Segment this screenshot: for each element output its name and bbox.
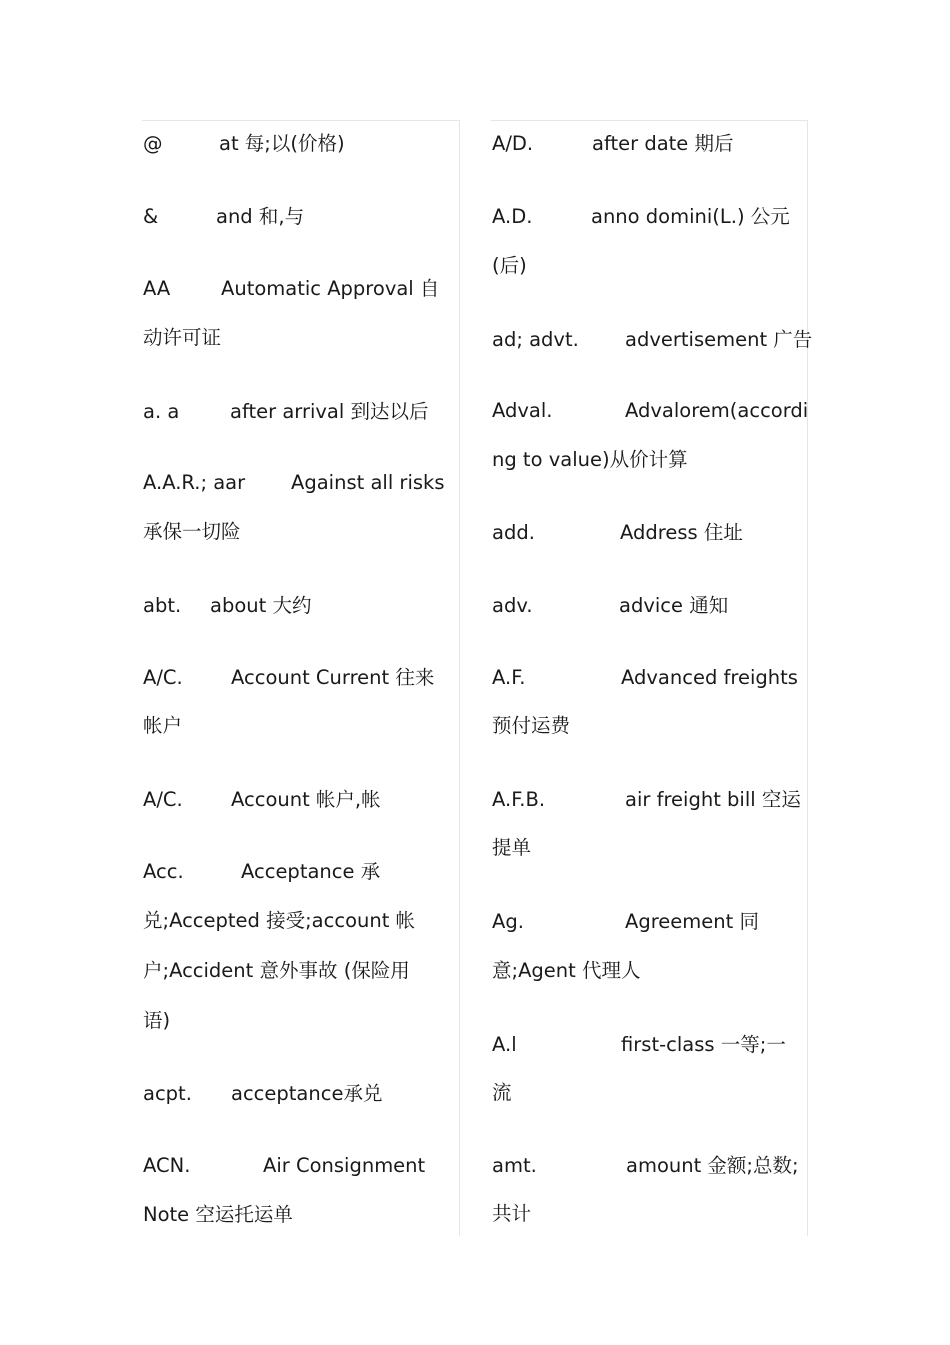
glossary-term: A.D.	[492, 205, 533, 228]
glossary-term: acpt.	[143, 1082, 192, 1105]
glossary-definition: 兑;Accepted 接受;account 帐	[143, 909, 416, 932]
glossary-definition: Account Current 往来	[231, 666, 435, 689]
glossary-definition: 意;Agent 代理人	[492, 959, 641, 982]
glossary-term: ACN.	[143, 1154, 191, 1177]
glossary-term: @	[143, 132, 163, 155]
glossary-definition: anno domini(L.) 公元	[591, 205, 790, 228]
glossary-term: A.F.	[492, 666, 526, 689]
glossary-term: A/D.	[492, 132, 534, 155]
glossary-term: Acc.	[143, 860, 184, 883]
glossary-definition: Address 住址	[620, 521, 743, 544]
glossary-term: A.A.R.; aar	[143, 471, 246, 494]
glossary-definition: 户;Accident 意外事故 (保险用	[143, 959, 410, 982]
glossary-definition: Air Consignment	[263, 1154, 426, 1177]
glossary-term: AA	[143, 277, 171, 300]
glossary-definition: air freight bill 空运	[625, 788, 801, 811]
glossary-term: ad; advt.	[492, 328, 579, 351]
glossary-definition: amount 金额;总数;	[626, 1154, 799, 1177]
glossary-term: A.l	[492, 1033, 517, 1056]
glossary-definition: 提单	[492, 836, 532, 859]
right-column	[491, 120, 813, 1236]
glossary-term: Adval.	[492, 399, 553, 422]
glossary-definition: Acceptance 承	[241, 860, 381, 883]
glossary-definition: (后)	[492, 254, 527, 277]
glossary-definition: Agreement 同	[625, 910, 759, 933]
glossary-definition: advice 通知	[619, 594, 729, 617]
glossary-definition: 流	[492, 1081, 512, 1104]
glossary-definition: Automatic Approval 自	[221, 277, 440, 300]
glossary-term: abt.	[143, 594, 182, 617]
glossary-term: a. a	[143, 400, 180, 423]
glossary-definition: Advanced freights	[621, 666, 798, 689]
glossary-definition: after date 期后	[592, 132, 734, 155]
glossary-definition: and 和,与	[216, 205, 305, 228]
glossary-definition: 预付运费	[492, 714, 571, 737]
glossary-term: amt.	[492, 1154, 537, 1177]
glossary-definition: at 每;以(价格)	[219, 132, 345, 155]
glossary-definition: acceptance承兑	[231, 1082, 383, 1105]
glossary-definition: Advalorem(accordi	[625, 399, 809, 422]
glossary-definition: advertisement 广告	[625, 328, 813, 351]
glossary-definition: Account 帐户,帐	[231, 788, 381, 811]
glossary-term: A.F.B.	[492, 788, 546, 811]
glossary-definition: first-class 一等;一	[621, 1033, 786, 1056]
glossary-term: &	[143, 205, 159, 228]
glossary-definition: 动许可证	[143, 326, 222, 349]
glossary-term: Ag.	[492, 910, 524, 933]
glossary-term: adv.	[492, 594, 533, 617]
glossary-term: A/C.	[143, 788, 183, 811]
left-column	[142, 120, 460, 1236]
glossary-definition: Note 空运托运单	[143, 1203, 293, 1226]
glossary-definition: after arrival 到达以后	[230, 400, 429, 423]
glossary-definition: 承保一切险	[143, 520, 241, 543]
glossary-definition: Against all risks	[291, 471, 445, 494]
glossary-definition: 共计	[492, 1202, 532, 1225]
glossary-definition: 语)	[143, 1009, 171, 1032]
glossary-definition: about 大约	[210, 594, 312, 617]
glossary-definition: ng to value)从价计算	[492, 448, 688, 471]
glossary-term: add.	[492, 521, 535, 544]
glossary-definition: 帐户	[143, 714, 183, 737]
glossary-term: A/C.	[143, 666, 183, 689]
